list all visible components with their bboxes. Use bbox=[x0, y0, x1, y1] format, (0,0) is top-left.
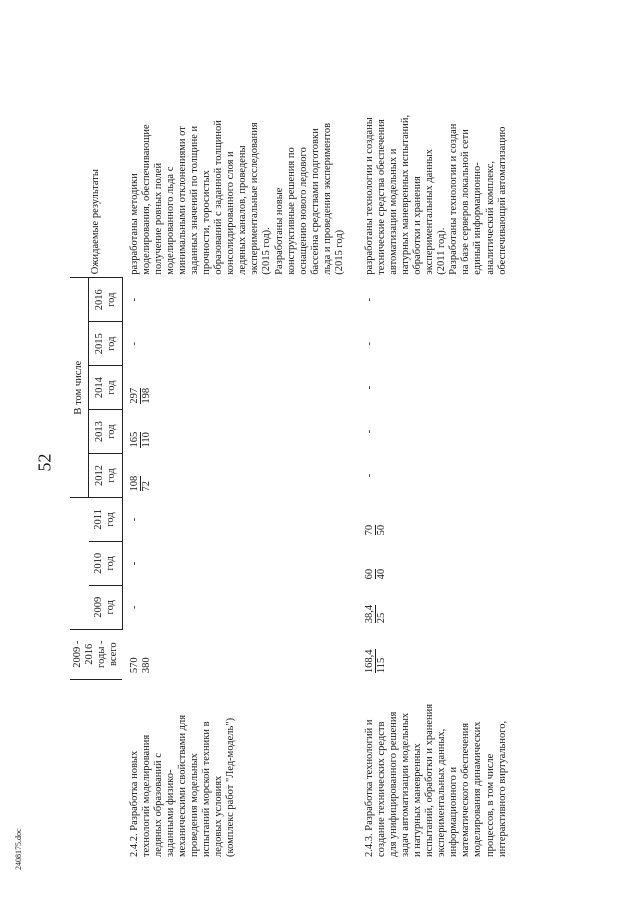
value: - bbox=[128, 298, 140, 302]
header-year-2016: 2016 год bbox=[89, 278, 122, 322]
header-results: Ожидаемые результаты bbox=[70, 45, 122, 278]
value-bottom: 110 bbox=[140, 432, 152, 448]
year-cell-2013 bbox=[362, 410, 511, 454]
value: - bbox=[363, 473, 375, 478]
year-cell-2013 bbox=[127, 410, 348, 454]
year-cell-2010 bbox=[127, 541, 348, 585]
year-cell-2015 bbox=[362, 322, 511, 366]
value: - bbox=[128, 517, 140, 522]
value: - bbox=[363, 341, 375, 346]
header-year-2011: 2011 год bbox=[89, 497, 122, 541]
year-cell-2012 bbox=[127, 454, 348, 498]
year-cell-2009 bbox=[127, 585, 348, 629]
value: - bbox=[363, 298, 375, 302]
value-top: 165 bbox=[128, 431, 140, 448]
value: - bbox=[128, 341, 140, 346]
total-top: 168,4 bbox=[363, 649, 375, 674]
document-code: 2408175.doc bbox=[14, 828, 23, 870]
value-top: 60 bbox=[363, 568, 375, 580]
total-cell bbox=[127, 629, 348, 679]
header-year-2014: 2014 год bbox=[89, 366, 122, 410]
year-cell-2014 bbox=[362, 366, 511, 410]
table-row bbox=[362, 45, 511, 860]
activity-name-text: 2.4.3. Разработка технологий и создание технических средств для унифицированного решения задач автоматизации модельных и натурных маневренных испытаний, обработки и хранения экспериментальных данных, информационного и математического обеспечения моделирования динамических процессов, в том числе интерактивного виртуального, bbox=[363, 703, 508, 857]
result-cell bbox=[362, 45, 511, 278]
value-bottom: 25 bbox=[375, 612, 387, 624]
header-total-period: 2009 - 2016 годы - всего bbox=[70, 629, 122, 679]
year-cell-2009 bbox=[362, 585, 511, 629]
value: - bbox=[128, 561, 140, 566]
value-bottom: 198 bbox=[140, 387, 152, 404]
year-cell-2011 bbox=[362, 497, 511, 541]
year-cell-2010 bbox=[362, 541, 511, 585]
result-text: разработаны методики моделирования, обеспечивающие получение ровных полей моделированного льда с минимальными отклонениями от заданных значений по толщине и прочности, торосистых образований с заданной толщиной консолидированного слоя и ледяных каналов, проведены экспериментальные исследования (2015 год). Разработаны новые конструктивные решения по оснащению нового ледового бассейна средствами подготовки льда и проведения экспериментов (2015 год) bbox=[128, 120, 345, 275]
value-bottom: 50 bbox=[375, 524, 387, 536]
value: - bbox=[363, 385, 375, 390]
year-cell-2012 bbox=[362, 454, 511, 498]
rotated-table-container bbox=[70, 45, 570, 860]
activity-name bbox=[362, 679, 511, 860]
header-spacer bbox=[70, 497, 89, 629]
year-cell-2016 bbox=[127, 278, 348, 322]
result-text: разработаны технологии и созданы технические средства обеспечения автоматизации модельных и натурных маневренных испытаний, обработки и хранения экспериментальных данных (2011 год). Разработаны технологии и создан на базе серверов локальной сети единый информационно- аналитический комплекс, обеспечивающий автоматизацию bbox=[363, 114, 508, 275]
value: - bbox=[128, 605, 140, 610]
activity-name bbox=[127, 679, 348, 860]
value-top: 297 bbox=[128, 387, 140, 404]
program-activities-table bbox=[70, 45, 511, 860]
value-bottom: 72 bbox=[140, 480, 152, 492]
value-top: 38,4 bbox=[363, 604, 375, 624]
header-year-2010: 2010 год bbox=[89, 541, 122, 585]
header-row-top bbox=[70, 45, 89, 860]
total-top: 570 bbox=[128, 657, 140, 674]
result-cell bbox=[127, 45, 348, 278]
header-year-2009: 2009 год bbox=[89, 585, 122, 629]
page-number: 52 bbox=[34, 453, 55, 472]
total-cell bbox=[362, 629, 511, 679]
year-cell-2014 bbox=[127, 366, 348, 410]
table-row bbox=[127, 45, 348, 860]
row-gap bbox=[348, 45, 362, 860]
value: - bbox=[363, 429, 375, 434]
header-activity-name bbox=[70, 679, 122, 860]
header-year-2012: 2012 год bbox=[89, 454, 122, 498]
year-cell-2011 bbox=[127, 497, 348, 541]
header-including: В том числе bbox=[70, 278, 89, 498]
value-top: 70 bbox=[363, 524, 375, 536]
header-year-2015: 2015 год bbox=[89, 322, 122, 366]
total-bottom: 380 bbox=[140, 657, 152, 674]
header-year-2013: 2013 год bbox=[89, 410, 122, 454]
activity-name-text: 2.4.2. Разработка новых технологий моделирования ледяных образований с заданными физико- механическими свойствами для проведения модельных испытаний морской техники в ледовых условиях (комплекс работ "Лед-модель") bbox=[128, 714, 237, 857]
year-cell-2016 bbox=[362, 278, 511, 322]
year-cell-2015 bbox=[127, 322, 348, 366]
value-top: 108 bbox=[128, 475, 140, 492]
total-bottom: 115 bbox=[375, 657, 387, 674]
value-bottom: 40 bbox=[375, 568, 387, 580]
